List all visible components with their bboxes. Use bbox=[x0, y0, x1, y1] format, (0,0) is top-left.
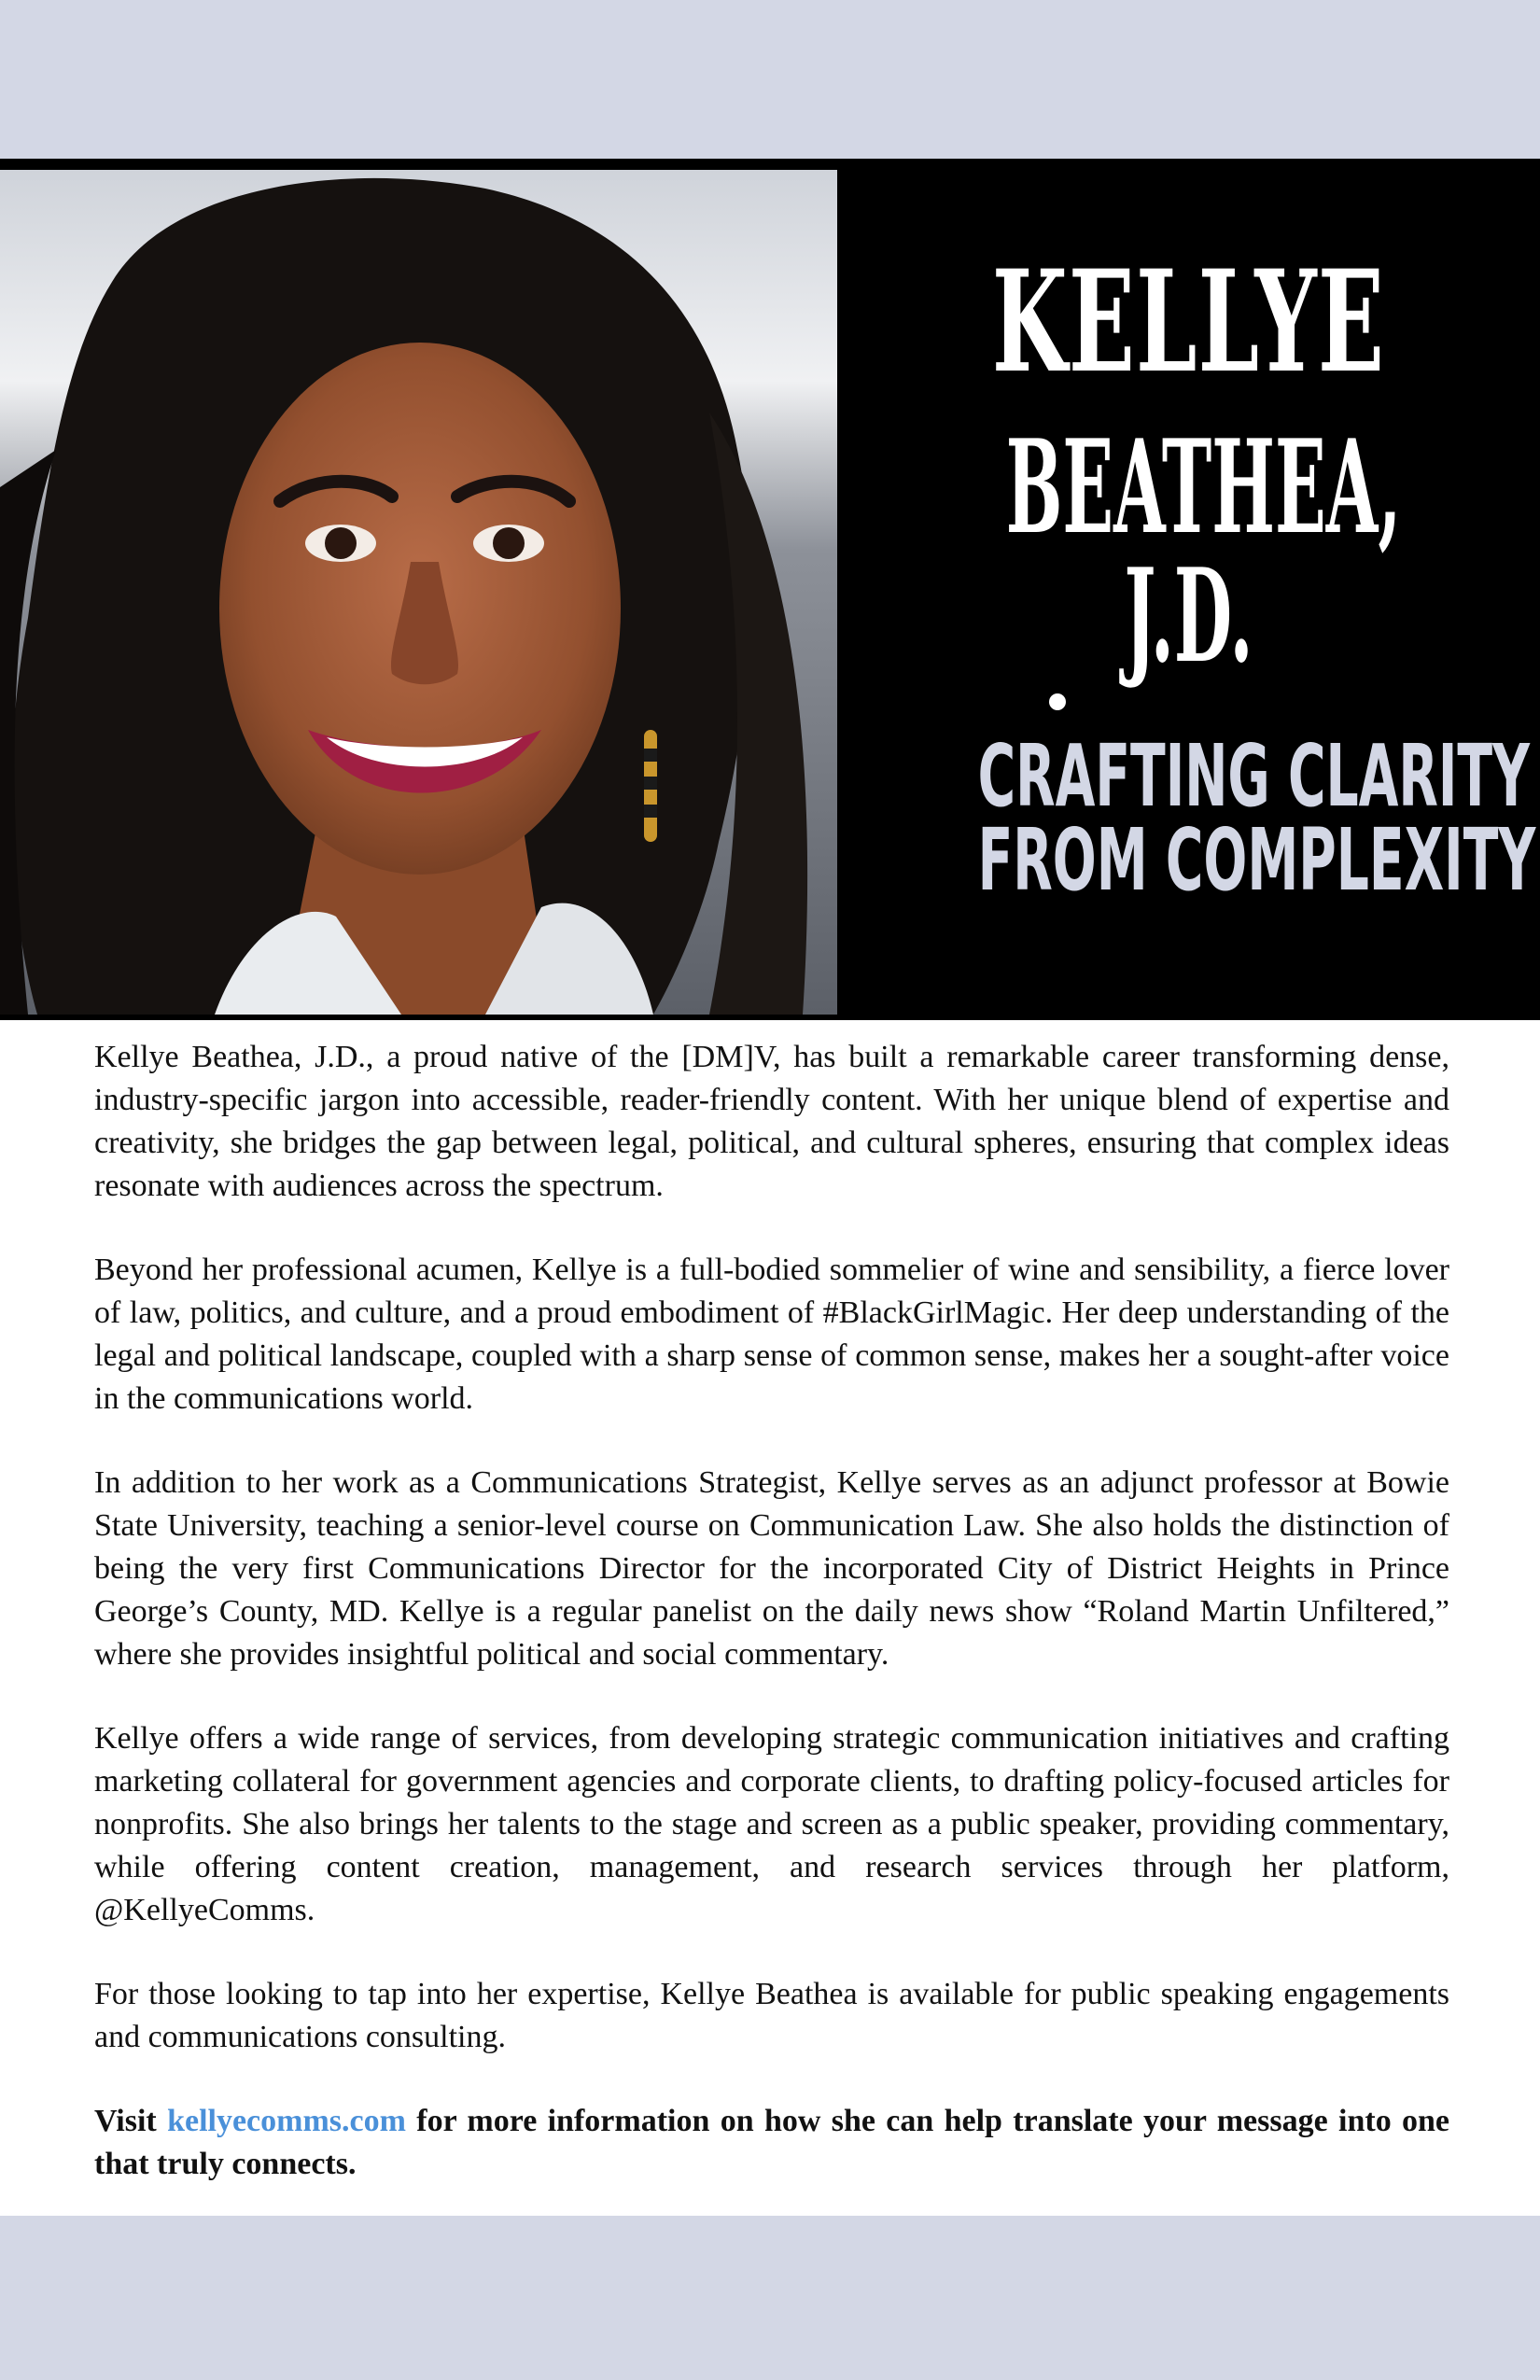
bio-page bbox=[0, 159, 1540, 2216]
bio-paragraph-3: In addition to her work as a Communications Strategist, Kellye serves as an adjunct professor at Bowie State University, teaching a senior-level course on Communication Law. She also holds the distinction of being the very first Communications Director for the incorporated City of District Heights in Prince George’s County, MD. Kellye is a regular panelist on the daily news show “Roland Martin Unfiltered,” where she provides insightful political and social commentary. bbox=[94, 1465, 1449, 1672]
cta-prefix: Visit bbox=[94, 2104, 157, 2138]
hero-banner bbox=[0, 159, 1540, 1020]
name-last: BEATHEA, J.D. bbox=[1005, 411, 1402, 692]
bio-paragraph-2: Beyond her professional acumen, Kellye is a full-bodied sommelier of wine and sensibility, a fierce lover of law, politics, and culture, and a proud embodiment of #BlackGirlMagic. Her deep understanding of the legal and political landscape, coupled with a sharp sense of common sense, makes her a sought-after voice in the communications world. bbox=[94, 1253, 1449, 1416]
top-band bbox=[0, 0, 1540, 159]
bio-paragraph-5: For those looking to tap into her expertise, Kellye Beathea is available for public speaking engagements and communications consulting. bbox=[94, 1977, 1449, 2054]
tagline-line-1: CRAFTING CLARITY bbox=[977, 726, 1531, 826]
cta-suffix: for more information on how she can help translate your message into one that truly connects. bbox=[94, 2104, 1450, 2181]
tagline-line-2: FROM COMPLEXITY bbox=[977, 810, 1536, 910]
bio-paragraph-1: Kellye Beathea, J.D., a proud native of the [DM]V, has built a remarkable career transforming dense, industry-specific jargon into accessible, reader-friendly content. With her unique blend of expertise and creativity, she bridges the gap between legal, political, and cultural spheres, ensuring that complex ideas resonate with audiences across the spectrum. bbox=[94, 1040, 1449, 1203]
bio-paragraph-4: Kellye offers a wide range of services, from developing strategic communication initiatives and crafting marketing collateral for government agencies and corporate clients, to drafting policy-focused articles for nonprofits. She also brings her talents to the stage and screen as a public speaker, providing commentary, while offering content creation, management, and research services through her platform, @KellyeComms. bbox=[94, 1721, 1449, 1927]
name-first: KELLYE bbox=[991, 240, 1386, 404]
portrait-photo bbox=[0, 170, 837, 1015]
title-panel bbox=[837, 163, 1540, 1020]
call-to-action bbox=[94, 2100, 1449, 2186]
website-link[interactable]: kellyecomms.com bbox=[167, 2104, 406, 2138]
bottom-band bbox=[0, 2216, 1540, 2380]
tagline bbox=[977, 726, 1536, 910]
bio-text bbox=[94, 1036, 1449, 2227]
bullet-dot bbox=[1049, 693, 1066, 710]
